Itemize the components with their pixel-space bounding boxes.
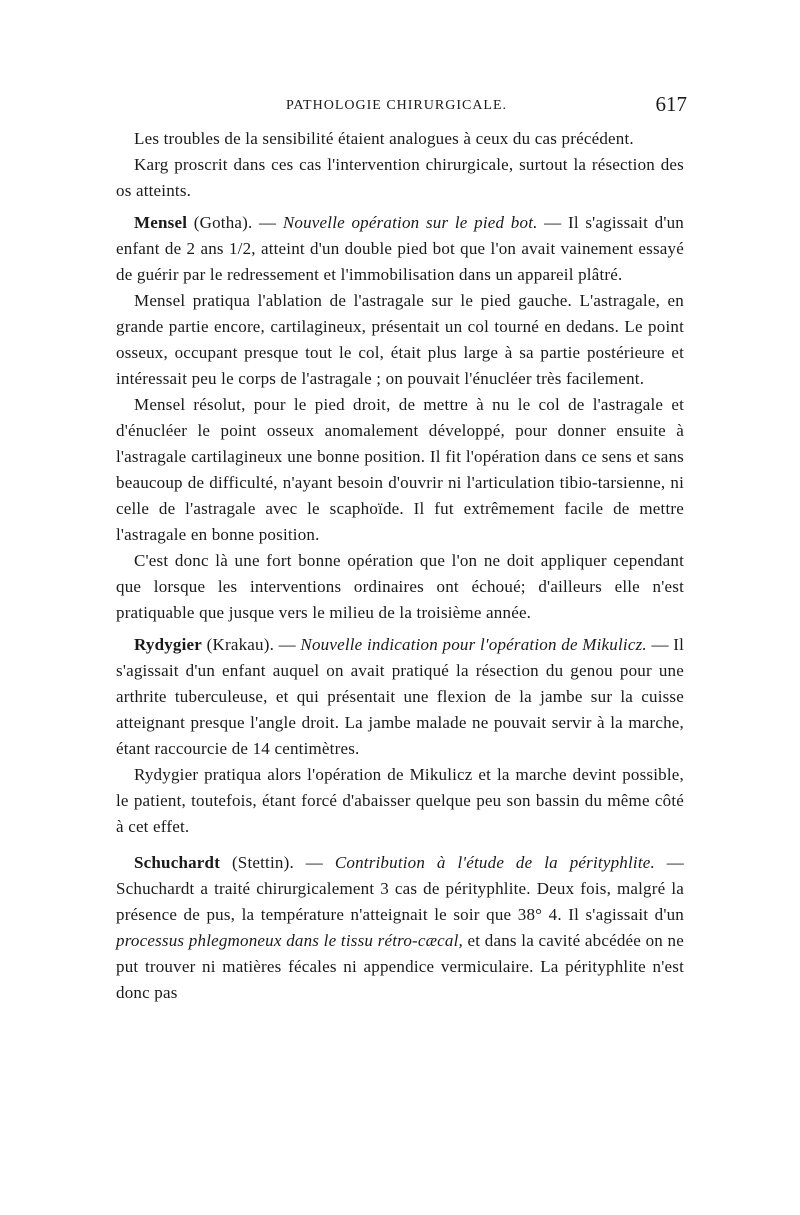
paragraph-text: Rydygier pratiqua alors l'opération de Mikulicz et la marche devint possible, le patient, toutefois, étant forcé d'abaisser quelque peu son bassin du même côté à cet effet. — [116, 765, 684, 836]
paragraph-text: Les troubles de la sensibilité étaient analogues à ceux du cas précédent. — [134, 129, 634, 148]
author-name: Mensel — [134, 213, 188, 232]
section-rydygier — [116, 632, 684, 762]
author-place: (Stettin). — — [220, 853, 335, 872]
paragraph — [116, 288, 684, 392]
article-title: Nouvelle indication pour l'opération de Mikulicz. — [300, 635, 647, 654]
paragraph-text: Karg proscrit dans ces cas l'intervention chirurgicale, surtout la résection des os atteints. — [116, 155, 684, 200]
document-page — [116, 92, 687, 1006]
article-title: Contribution à l'étude de la pérityphlite. — [334, 853, 655, 872]
author-place: (Gotha). — — [187, 213, 283, 232]
paragraph-text: Mensel résolut, pour le pied droit, de mettre à nu le col de l'astragale et d'énucléer le point osseux anomalement développé, pour donner ensuite à l'astragale cartilagineux une bonne position. Il fit l'opération dans ce sens et sans beaucoup de difficulté, n'ayant besoin d'ouvrir ni l'articulation tibio-tarsienne, ni celle de l'astragale avec le scaphoïde. Il fut extrêmement facile de mettre l'astragale en bonne position. — [116, 395, 684, 544]
section-schuchardt — [116, 850, 684, 1006]
paragraph — [116, 152, 684, 204]
paragraph — [116, 392, 684, 548]
section-mensel — [116, 210, 684, 288]
author-place: (Krakau). — — [202, 635, 301, 654]
paragraph — [116, 548, 684, 626]
paragraph-text: — Schuchardt a traité chirurgicalement 3 cas de pérityphlite. Deux fois, malgré la présence de pus, la température n'atteignait le soir que 38° 4. Il s'agissait d'un — [116, 853, 684, 924]
author-name: Rydygier — [134, 635, 203, 654]
paragraph-text: — Il s'agissait d'un enfant de 2 ans 1/2, atteint d'un double pied bot que l'on avait vainement essayé de guérir par le redressement et l'immobilisation dans un appareil plâtré. — [116, 213, 684, 284]
page-header — [116, 92, 687, 126]
italic-phrase: processus phlegmoneux dans le tissu rétro-cæcal, — [116, 931, 463, 950]
paragraph-text: — Il s'agissait d'un enfant auquel on avait pratiqué la résection du genou pour une arthrite tuberculeuse, et qui présentait une flexion de la jambe sur la cuisse atteignant presque l'angle droit. La jambe malade ne pouvait servir à la marche, étant raccourcie de 14 centimètres. — [116, 635, 685, 758]
article-title: Nouvelle opération sur le pied bot. — [282, 213, 538, 232]
running-title: PATHOLOGIE CHIRURGICALE. — [286, 98, 508, 113]
paragraph-text: C'est donc là une fort bonne opération que l'on ne doit appliquer cependant que lorsque les interventions ordinaires ont échoué; d'ailleurs elle n'est pratiquable que jusque vers le milieu de la troisième année. — [116, 551, 684, 622]
paragraph — [116, 126, 684, 152]
page-number: 617 — [655, 92, 687, 116]
paragraph-text: Mensel pratiqua l'ablation de l'astragale sur le pied gauche. L'astragale, en grande partie encore, cartilagineux, présentait un col tourné en dedans. Le point osseux, occupant presque tout le col, était plus large à sa partie postérieure et intéressait peu le corps de l'astragale ; on pouvait l'énucléer très facilement. — [116, 291, 684, 388]
paragraph — [116, 762, 684, 840]
paragraph-text: et dans la cavité abcédée on ne put trouver ni matières fécales ni appendice vermiculaire. La pérityphlite n'est donc pas — [116, 931, 684, 1002]
author-name: Schuchardt — [134, 853, 221, 872]
